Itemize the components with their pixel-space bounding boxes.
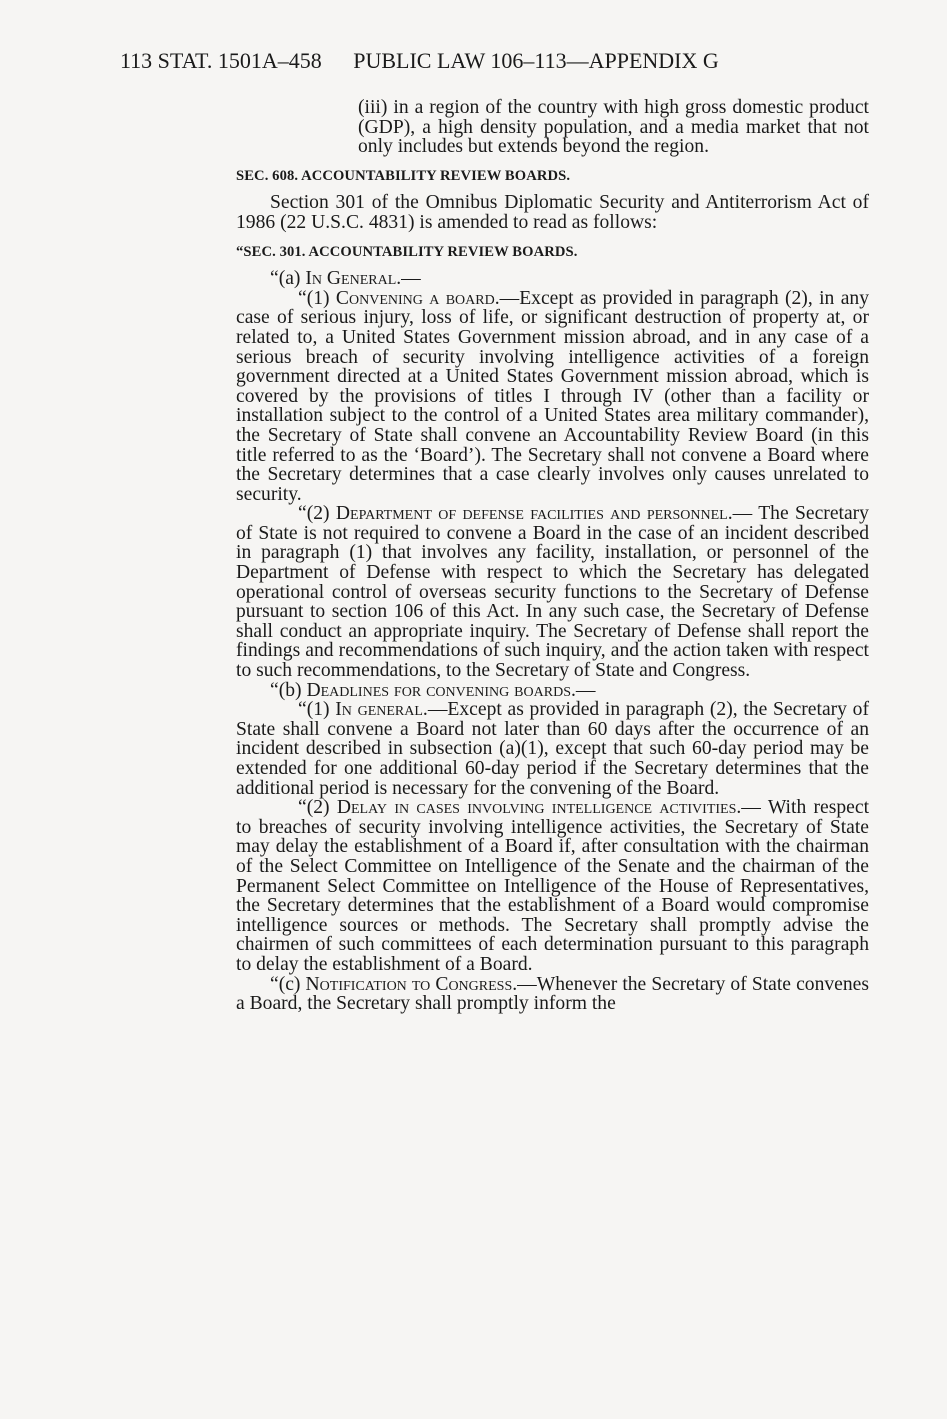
subsection-a-title: In General.—: [305, 268, 421, 290]
paragraph-b1-text: —Except as provided in paragraph (2), the Secretary of State shall convene a Board not later than 60 days after the occurrence of an incident described in subsection (a)(1), except that such 60-day period may be extended for one additional 60-day period if the Secretary determines that the additional period is necessary for the convening of the Board.: [236, 699, 869, 799]
subsection-b-title: Deadlines for convening boards.—: [306, 679, 596, 701]
public-law-title: PUBLIC LAW 106–113—APPENDIX G: [353, 48, 719, 73]
statute-citation: 113 STAT. 1501A–458: [120, 48, 322, 73]
paragraph-a2-text: The Secretary of State is not required to convene a Board in the case of an incident described in paragraph (1) that involves any facility, installation, or personnel of the Department of Defense with respect to which the Secretary has delegated operational control of overseas security functions to the Secretary of Defense pursuant to section 106 of this Act. In any such case, the Secretary of Defense shall conduct an appropriate inquiry. The Secretary of Defense shall report the findings and recommendations of such inquiry, and the action taken with respect to such recommendations, to the Secretary of State and Congress.: [236, 503, 869, 682]
paragraph-a1-label: “(1): [298, 287, 336, 309]
subsection-c-text: —Whenever the Secretary of State convenes a Board, the Secretary shall promptly inform the: [236, 973, 869, 1015]
document-body: [236, 98, 869, 1014]
paragraph-a1-text: —Except as provided in paragraph (2), in any case of serious injury, loss of life, or significant destruction of property at, or related to, a United States Government mission abroad, and in any case of a serious breach of security involving intelligence activities of a foreign government directed at a United States Government mission abroad, which is covered by the provisions of titles I through IV (other than a facility or installation subject to the control of a United States area military commander), the Secretary of State shall convene an Accountability Review Board (in this title referred to as the ‘Board’). The Secretary shall not convene a Board where the Secretary determines that a case clearly involves only causes unrelated to security.: [236, 287, 869, 505]
paragraph-a1-title: Convening a board.: [335, 287, 500, 309]
subsection-c-label: “(c): [270, 973, 306, 995]
section-608-intro: Section 301 of the Omnibus Diplomatic Security and Antiterrorism Act of 1986 (22 U.S.C. 4831) is amended to read as follows:: [236, 192, 869, 233]
paragraph-b1-label: “(1): [298, 699, 336, 721]
section-301-heading: “SEC. 301. ACCOUNTABILITY REVIEW BOARDS.: [236, 243, 578, 260]
subsection-c: [236, 975, 869, 1014]
paragraph-b1-title: In general.: [335, 699, 428, 721]
page-header: [120, 48, 880, 74]
paragraph-a2-title: Department of defense facilities and personnel.—: [335, 503, 753, 525]
paragraph-b2-text: With respect to breaches of security involving intelligence activities, the Secretary of State may delay the establishment of a Board if, after consultation with the chairman of the Select Committee on Intelligence of the Senate and the chairman of the Permanent Select Committee on Intelligence of the House of Representatives, the Secretary determines that the establishment of a Board would compromise intelligence sources or methods. The Secretary shall promptly advise the chairmen of such committees of each determination pursuant to this paragraph to delay the establishment of a Board.: [236, 797, 870, 975]
section-608-heading: SEC. 608. ACCOUNTABILITY REVIEW BOARDS.: [236, 167, 571, 184]
subsection-b-label: “(b): [270, 679, 307, 701]
continued-clause: (iii) in a region of the country with high gross domestic product (GDP), a high density population, and a media market that not only includes but extends beyond the region.: [358, 97, 869, 158]
subsection-c-title: Notification to Congress.: [305, 973, 518, 995]
paragraph-a1: [236, 289, 869, 505]
paragraph-b1: [236, 700, 869, 798]
paragraph-b2-label: “(2): [298, 797, 337, 819]
paragraph-a2-label: “(2): [298, 503, 336, 525]
paragraph-b2: [236, 798, 869, 974]
paragraph-b2-title: Delay in cases involving intelligence activities.—: [336, 797, 761, 819]
subsection-a-heading: [236, 269, 869, 289]
paragraph-a2: [236, 504, 869, 680]
subsection-b-heading: [236, 681, 869, 701]
subsection-a-label: “(a): [270, 268, 306, 290]
